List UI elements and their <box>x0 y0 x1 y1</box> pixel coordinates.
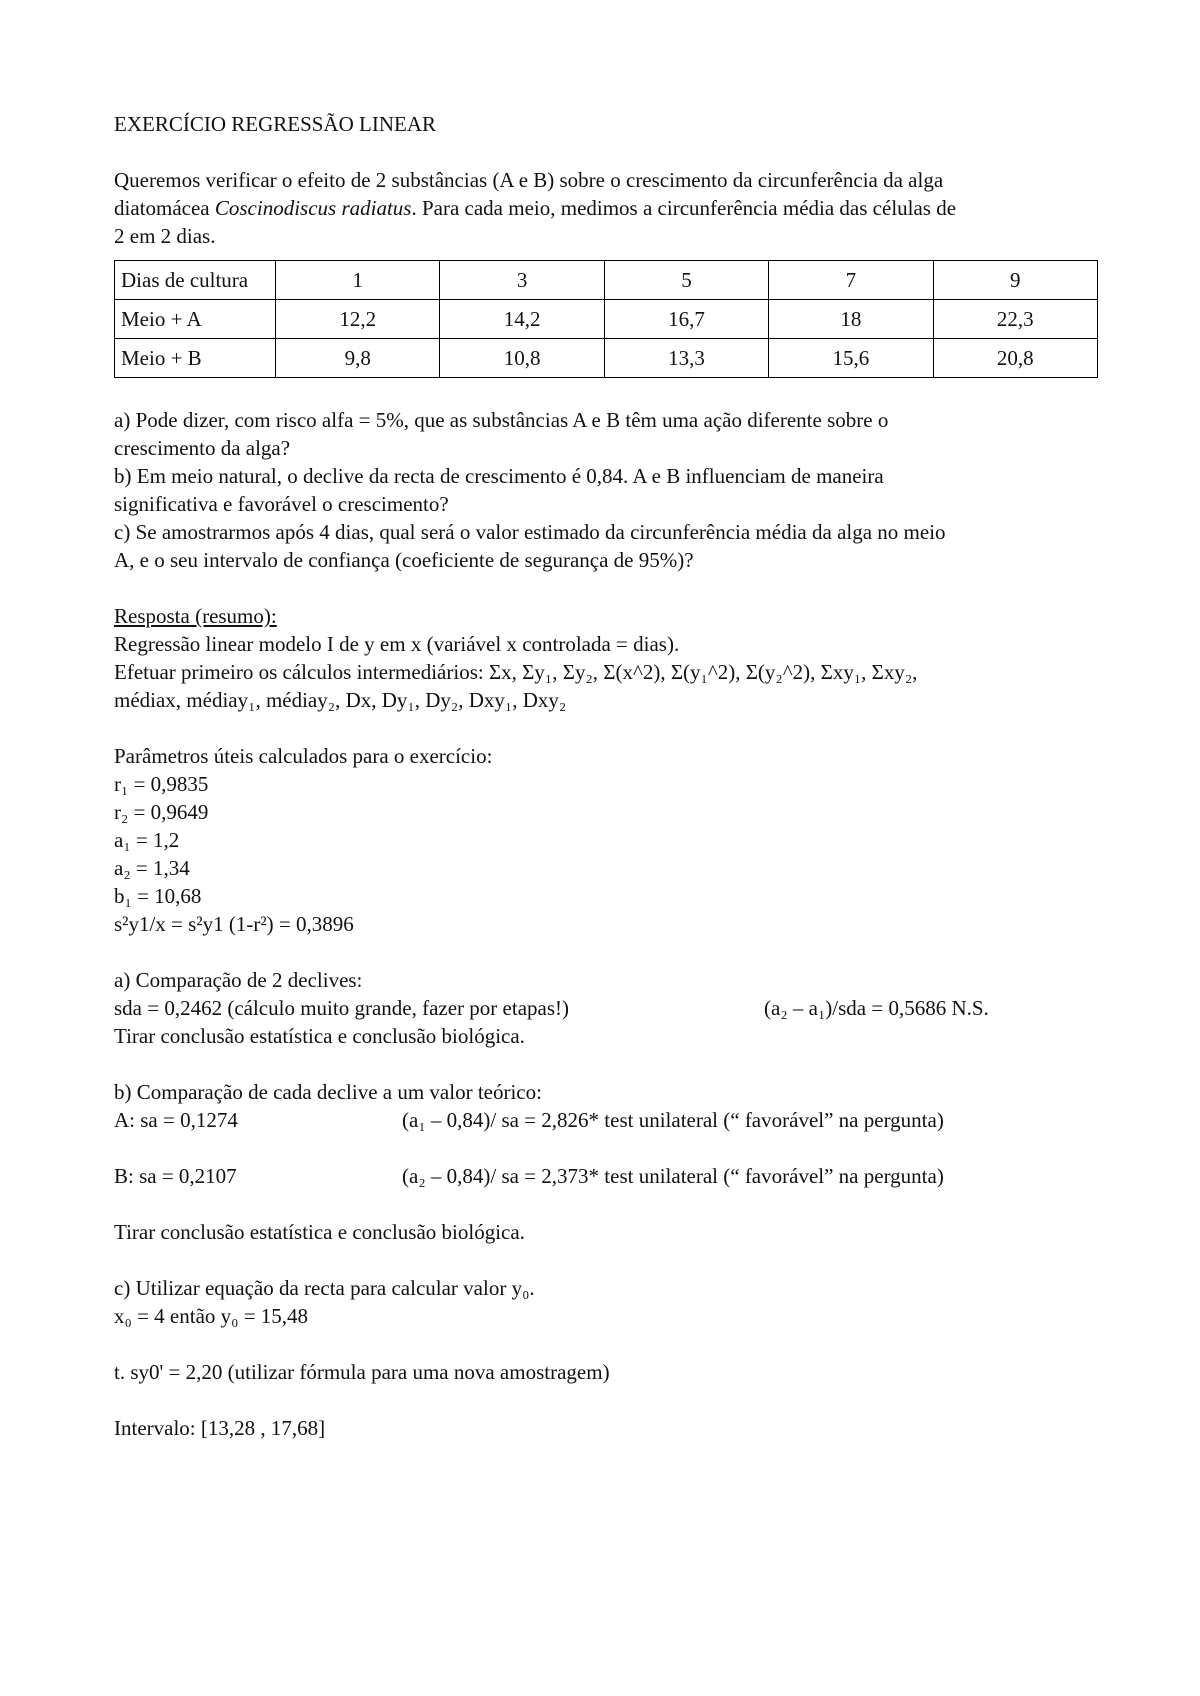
table-cell: Dias de cultura <box>115 261 276 300</box>
part-c-x0: x₀ = 4 então y₀ = 15,48 <box>114 1304 309 1328</box>
param-residual-variance: s²y1/x = s²y1 (1-r²) = 0,3896 <box>114 912 354 936</box>
table-cell: 13,3 <box>604 339 768 378</box>
part-a-conclusion: Tirar conclusão estatística e conclusão biológica. <box>114 1024 525 1048</box>
part-c-heading: c) Utilizar equação da recta para calcular valor y₀. <box>114 1276 535 1300</box>
spacer <box>114 1190 1104 1218</box>
answer-heading: Resposta (resumo): <box>114 604 277 628</box>
part-c-interval: Intervalo: [13,28 , 17,68] <box>114 1416 326 1440</box>
param-r1: r₁ = 0,9835 <box>114 772 209 796</box>
part-a-heading: a) Comparação de 2 declives: <box>114 968 363 992</box>
param-r2: r₂ = 0,9649 <box>114 800 209 824</box>
species-name: Coscinodiscus radiatus <box>214 196 412 220</box>
spacer <box>114 1050 1104 1078</box>
spacer <box>114 1386 1104 1414</box>
document-title: EXERCÍCIO REGRESSÃO LINEAR <box>114 112 437 136</box>
table-cell: 9,8 <box>276 339 440 378</box>
question-a-line-1: a) Pode dizer, com risco alfa = 5%, que as substâncias A e B têm uma ação diferente sobre o <box>114 408 889 432</box>
part-a-row <box>114 994 1104 1022</box>
part-b-b-test: (a₂ – 0,84)/ sa = 2,373* test unilateral (“ favorável” na pergunta) <box>402 1164 944 1188</box>
intro-line-1: Queremos verificar o efeito de 2 substâncias (A e B) sobre o crescimento da circunferência da alga <box>114 168 944 192</box>
part-b-a-test: (a₁ – 0,84)/ sa = 2,826* test unilateral (“ favorável” na pergunta) <box>402 1108 944 1132</box>
answer-calc-line-1: Efetuar primeiro os cálculos intermediários: Σx, Σy₁, Σy₂, Σ(x^2), Σ(y₁^2), Σ(y₂^2), Σxy₁, Σxy₂, <box>114 660 918 684</box>
table-row <box>115 300 1098 339</box>
table-cell: 12,2 <box>276 300 440 339</box>
param-a2: a₂ = 1,34 <box>114 856 190 880</box>
spacer <box>114 1330 1104 1358</box>
intro-line-3: 2 em 2 dias. <box>114 224 216 248</box>
table-cell: 10,8 <box>440 339 604 378</box>
params-heading: Parâmetros úteis calculados para o exercício: <box>114 744 493 768</box>
spacer <box>114 574 1104 602</box>
intro-line-2 <box>114 194 1104 222</box>
answer-calc-line-2: médiax, médiay₁, médiay₂, Dx, Dy₁, Dy₂, Dxy₁, Dxy₂ <box>114 688 567 712</box>
question-b-line-1: b) Em meio natural, o declive da recta de crescimento é 0,84. A e B influenciam de maneira <box>114 464 884 488</box>
intro-text: . Para cada meio, medimos a circunferência média das células de <box>411 196 957 220</box>
table-cell: 20,8 <box>933 339 1097 378</box>
table-cell: 9 <box>933 261 1097 300</box>
question-c-line-1: c) Se amostrarmos após 4 dias, qual será o valor estimado da circunferência média da alga no meio <box>114 520 946 544</box>
part-a-ratio: (a₂ – a₁)/sda = 0,5686 N.S. <box>764 996 989 1020</box>
part-a-sda: sda = 0,2462 (cálculo muito grande, fazer por etapas!) <box>114 996 569 1020</box>
growth-data-table <box>114 260 1098 378</box>
spacer <box>114 1134 1104 1162</box>
param-b1: b₁ = 10,68 <box>114 884 202 908</box>
part-b-conclusion: Tirar conclusão estatística e conclusão biológica. <box>114 1220 525 1244</box>
table-cell: 16,7 <box>604 300 768 339</box>
question-b-line-2: significativa e favorável o crescimento? <box>114 492 449 516</box>
part-c-t: t. sy0' = 2,20 (utilizar fórmula para uma nova amostragem) <box>114 1360 610 1384</box>
intro-text: diatomácea <box>114 196 215 220</box>
part-b-heading: b) Comparação de cada declive a um valor teórico: <box>114 1080 542 1104</box>
table-cell: 22,3 <box>933 300 1097 339</box>
question-a-line-2: crescimento da alga? <box>114 436 291 460</box>
spacer <box>114 1246 1104 1274</box>
question-c-line-2: A, e o seu intervalo de confiança (coeficiente de segurança de 95%)? <box>114 548 694 572</box>
answer-model: Regressão linear modelo I de y em x (variável x controlada = dias). <box>114 632 680 656</box>
spacer <box>114 714 1104 742</box>
param-a1: a₁ = 1,2 <box>114 828 180 852</box>
spacer <box>114 938 1104 966</box>
table-cell: 14,2 <box>440 300 604 339</box>
part-b-a-se: A: sa = 0,1274 <box>114 1108 238 1132</box>
table-cell: 15,6 <box>769 339 933 378</box>
table-cell: 1 <box>276 261 440 300</box>
table-row <box>115 339 1098 378</box>
part-b-row-a <box>114 1106 1104 1134</box>
table-cell: Meio + A <box>115 300 276 339</box>
table-cell: 18 <box>769 300 933 339</box>
part-b-row-b <box>114 1162 1104 1190</box>
table-cell: 7 <box>769 261 933 300</box>
part-b-b-se: B: sa = 0,2107 <box>114 1164 237 1188</box>
table-cell: 3 <box>440 261 604 300</box>
table-cell: Meio + B <box>115 339 276 378</box>
table-header-row <box>115 261 1098 300</box>
table-cell: 5 <box>604 261 768 300</box>
